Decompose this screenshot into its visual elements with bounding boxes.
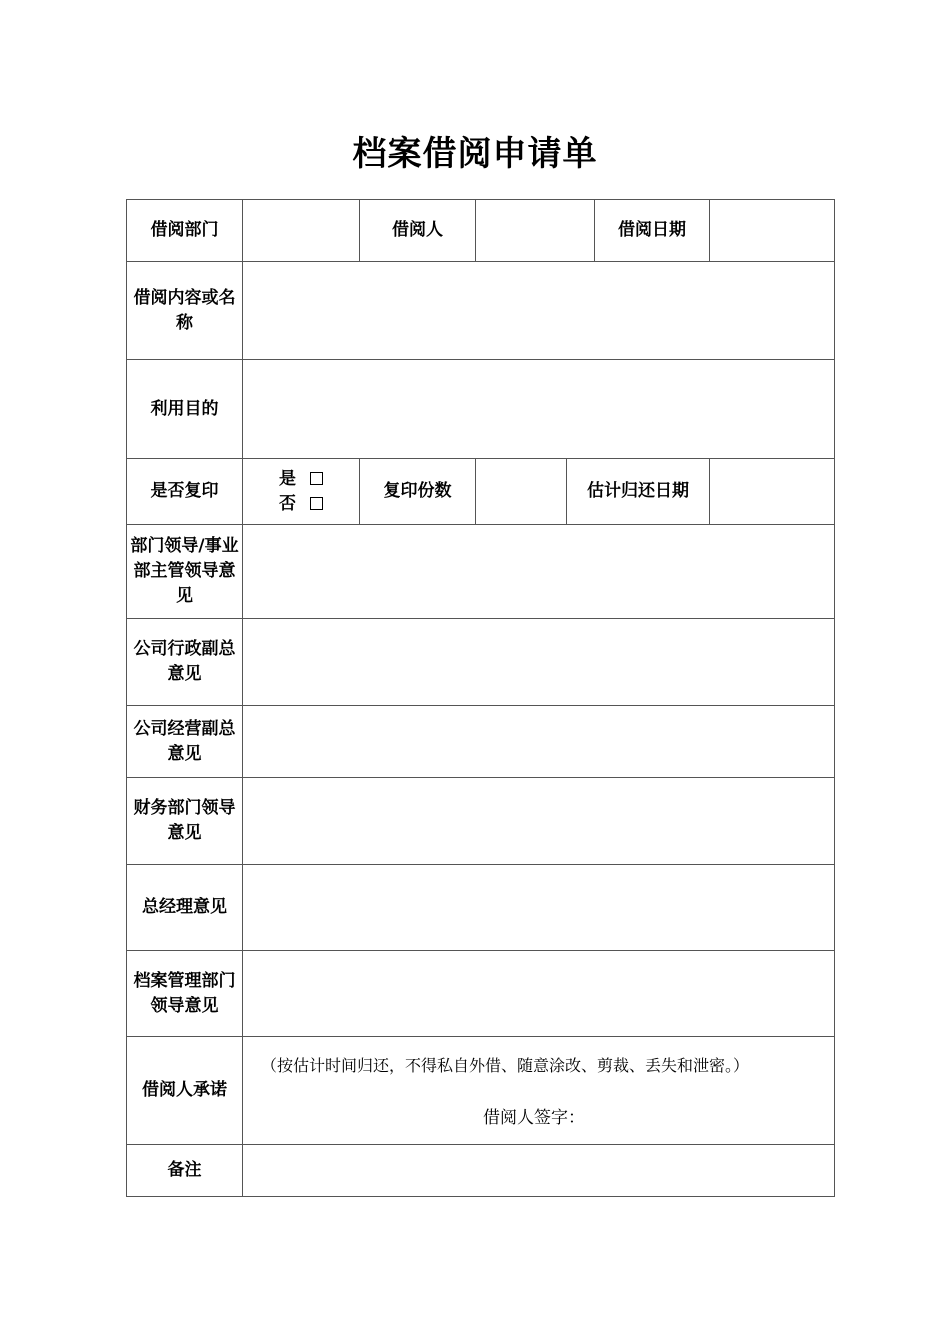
- label-gm: 总经理意见: [127, 865, 243, 951]
- label-promise: 借阅人承诺: [127, 1037, 243, 1145]
- label-return-date: 估计归还日期: [567, 459, 710, 525]
- field-return-date[interactable]: [710, 459, 835, 525]
- field-copy-count[interactable]: [476, 459, 567, 525]
- label-copy-count: 复印份数: [360, 459, 476, 525]
- field-gm[interactable]: [243, 865, 835, 951]
- field-finance[interactable]: [243, 778, 835, 865]
- label-content: 借阅内容或名称: [127, 262, 243, 360]
- label-ops-vp: 公司经营副总意见: [127, 706, 243, 778]
- copy-options: [243, 459, 360, 525]
- label-borrow-date: 借阅日期: [595, 200, 710, 262]
- copy-no-label: 否: [279, 493, 296, 514]
- promise-note: （按估计时间归还，不得私自外借、随意涂改、剪裁、丢失和泄密。）: [261, 1056, 750, 1075]
- label-archive-dept: 档案管理部门领导意见: [127, 951, 243, 1037]
- label-copy: 是否复印: [127, 459, 243, 525]
- row-dept-leader: [127, 525, 835, 619]
- field-department[interactable]: [243, 200, 360, 262]
- field-remark[interactable]: [243, 1145, 835, 1197]
- archive-borrow-form: [126, 199, 835, 1197]
- row-archive-dept: [127, 951, 835, 1037]
- field-promise[interactable]: [243, 1037, 835, 1145]
- row-admin-vp: [127, 619, 835, 706]
- field-ops-vp[interactable]: [243, 706, 835, 778]
- signature-label: 借阅人签字：: [483, 1108, 585, 1128]
- label-purpose: 利用目的: [127, 360, 243, 459]
- field-dept-leader[interactable]: [243, 525, 835, 619]
- field-archive-dept[interactable]: [243, 951, 835, 1037]
- checkbox-no-icon[interactable]: [310, 497, 323, 510]
- row-purpose: [127, 360, 835, 459]
- label-admin-vp: 公司行政副总意见: [127, 619, 243, 706]
- field-admin-vp[interactable]: [243, 619, 835, 706]
- row-promise: [127, 1037, 835, 1145]
- row-copy: [127, 459, 835, 525]
- copy-option-yes[interactable]: [279, 467, 323, 492]
- row-basic-info: [127, 200, 835, 262]
- label-dept-leader: 部门领导/事业部主管领导意见: [127, 525, 243, 619]
- row-remark: [127, 1145, 835, 1197]
- field-borrower[interactable]: [476, 200, 595, 262]
- copy-option-no[interactable]: [279, 492, 323, 517]
- label-finance: 财务部门领导意见: [127, 778, 243, 865]
- field-purpose[interactable]: [243, 360, 835, 459]
- field-content[interactable]: [243, 262, 835, 360]
- field-borrow-date[interactable]: [710, 200, 835, 262]
- row-ops-vp: [127, 706, 835, 778]
- label-borrower: 借阅人: [360, 200, 476, 262]
- copy-yes-label: 是: [279, 468, 296, 489]
- label-department: 借阅部门: [127, 200, 243, 262]
- checkbox-yes-icon[interactable]: [310, 472, 323, 485]
- row-gm: [127, 865, 835, 951]
- form-title: 档案借阅申请单: [352, 134, 598, 174]
- label-remark: 备注: [127, 1145, 243, 1197]
- row-finance: [127, 778, 835, 865]
- row-content: [127, 262, 835, 360]
